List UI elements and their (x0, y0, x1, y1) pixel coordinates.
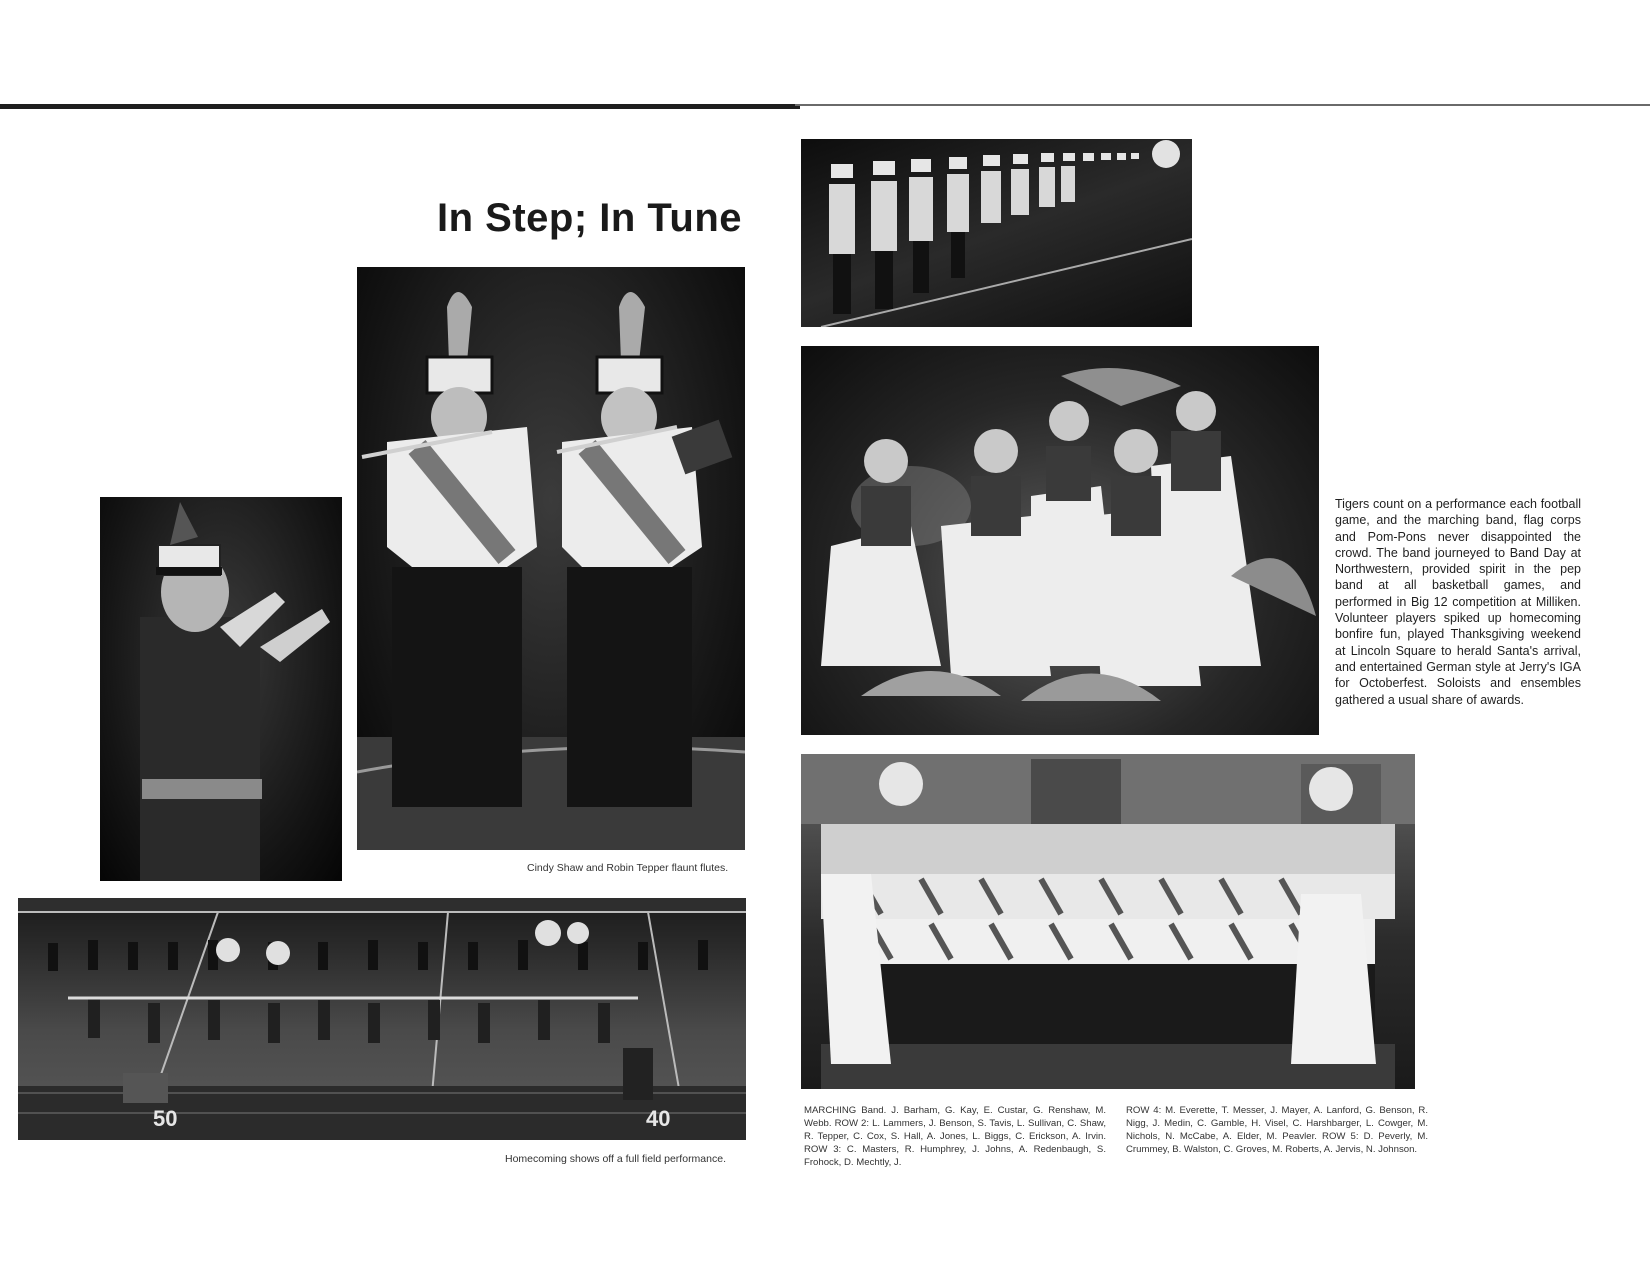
drum-major-photo (100, 497, 342, 881)
credits-col-1: MARCHING Band. J. Barham, G. Kay, E. Custar, G. Renshaw, M. Webb. ROW 2: L. Lammers, J. Benson, S. Tavis, L. Sullivan, C. Shaw, R. Tepper, C. Cox, S. Hall, A. Jones, L. Biggs, C. Erickson, A. Irvin. ROW 3: C. Masters, R. Humphrey, J. Johns, A. Redenbaugh, S. Frohock, D. Mechtly, J. (804, 1105, 1106, 1168)
field-number-50: 50 (153, 1106, 178, 1131)
homecoming-field-photo (18, 898, 746, 1140)
flutes-caption: Cindy Shaw and Robin Tepper flaunt flutes. (527, 862, 729, 874)
flutes-photo (357, 267, 745, 850)
page-title: In Step; In Tune (436, 196, 742, 240)
color-guard-photo (801, 346, 1319, 735)
field-number-40: 40 (646, 1106, 671, 1131)
marching-line-photo (801, 139, 1192, 327)
band-group-photo (801, 754, 1415, 1089)
top-rule-right (795, 104, 1650, 106)
top-rule-left (0, 104, 800, 109)
credits-col-2: ROW 4: M. Everette, T. Messer, J. Mayer, A. Lanford, G. Benson, R. Nigg, J. Medin, C. Gamble, H. Visel, C. Harshbarger, L. Cowger, M. Nichols, N. McCabe, A. Elder, M. Peavler. ROW 5: D. Peverly, M. Crummey, B. Walston, C. Groves, M. Roberts, A. Jervis, N. Johnson. (1126, 1105, 1428, 1155)
article-body: Tigers count on a performance each football game, and the marching band, flag corps and Pom-Pons never disappointed the crowd. The band journeyed to Band Day at Northwestern, provided spirit in the pep band at all basketball games, and performed in Big 12 competition at Milliken. Volunteer players spiked up homecoming bonfire fun, played Thanksgiving weekend at Lincoln Square to herald Santa's arrival, and entertained German style at Jerry's IGA for Octoberfest. Soloists and ensembles gathered a usual share of awards. (1335, 497, 1581, 707)
homecoming-caption: Homecoming shows off a full field performance. (505, 1153, 726, 1165)
